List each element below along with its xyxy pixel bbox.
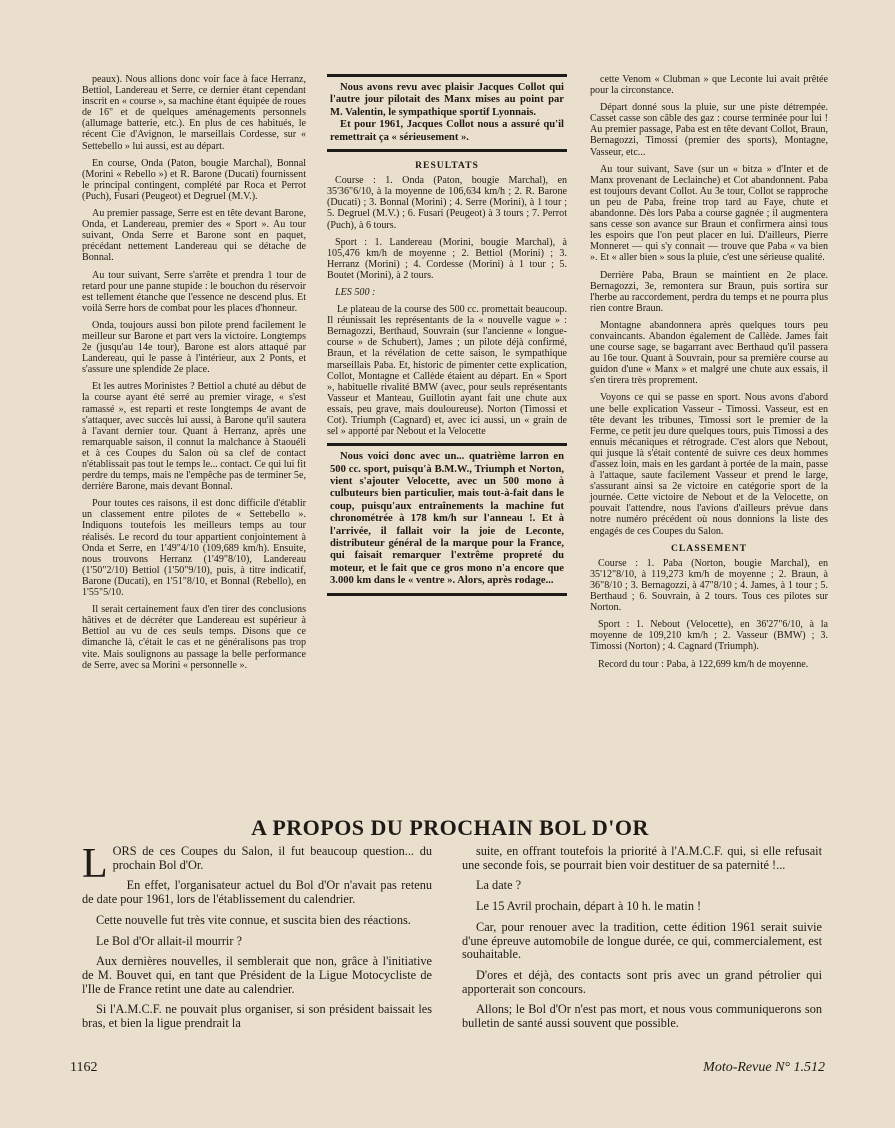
paragraph: Allons; le Bol d'Or n'est pas mort, et nous vous communiquerons son bulletin de santé aussi souvent que possible. <box>462 1002 822 1031</box>
paragraph: Départ donné sous la pluie, sur une piste détrempée. Casset casse son câble des gaz : course terminée pour lui ! Au premier passage, Paba est en tête devant Collot, Braun, Bernagozzi, Timossi (premier des sports), Montagne, Vasseur, etc... <box>590 102 828 158</box>
lead-text: ORS de ces Coupes du Salon, il fut beaucoup question... du prochain Bol d'Or. <box>112 844 432 872</box>
paragraph: D'ores et déjà, des contacts sont pris avec un grand pétrolier qui apporterait son concours. <box>462 967 822 996</box>
paragraph: En course, Onda (Paton, bougie Marchal), Bonnal (Morini « Rebello ») et R. Barone (Ducati) fournissent le principal contingent, complété par Roca et Perrot (Puch), Fusari (Peugeot) et Degruel (M.V.). <box>82 157 306 202</box>
paragraph: Voyons ce qui se passe en sport. Nous avons d'abord une belle explication Vasseur - Timossi. Vasseur, est en tête devant les tribunes, Timossi sort le premier de la Ferme, ce petit jeu dure quelques tours, puis Timossi a des ennuis mécaniques et rétrograde. C'est alors que Nebout, qui jusque là s'était contenté de suivre ces deux hommes d'assez loin, mais en les gardant à portée de la main, passe à l'attaque, saute facilement Vasseur et prend le large, s'assurant ainsi sa 2e victoire en catégorie sport de la journée. Cette victoire de Nebout et de la Velocette, on pouvait l'attendre, nous l'avions d'ailleurs prévue dans notre numéro précédent où nous donnions la liste des engagés de ces Coupes du Salon. <box>590 392 828 537</box>
paragraph: Et les autres Morinistes ? Bettiol a chuté au début de la course ayant été serré au premier virage, « s'est ramassé », est reparti et reste longtemps 4e avant de s'attaquer, avec succès lui aussi, à Barone qu'il sautera à l'avant dernier tour. Quant à Herranz, après une remarquable saison, il connut la malchance à Staouéli et à ces Coupes du Salon où sa clef de contact n'établissait pas tout le temps le... contact. Ce qui lui fit perdre du temps, mais ne l'empêche pas de terminer 5e, derrière Barone, mais devant Bonnal. <box>82 381 306 493</box>
paragraph: Car, pour renouer avec la tradition, cette édition 1961 serait suivie d'une épreuve automobile de longue durée, ce qui, commercialement, est souhaitable. <box>462 919 822 962</box>
paragraph: Aux dernières nouvelles, il semblerait que non, grâce à l'initiative de M. Bouvet qui, en tant que Président de la Ligue Motocycliste de l'Ile de France retint une date au calendrier. <box>82 954 432 996</box>
classement-entry: Sport : 1. Nebout (Velocette), en 36'27"6/10, à la moyenne de 109,210 km/h ; 2. Vasseur (BMW) ; 3. Timossi (Norton) ; 4. Cagnard (Triumph). <box>590 619 828 653</box>
box-text: Et pour 1961, Jacques Collot nous a assuré qu'il remettrait ça « sérieusement ». <box>330 119 564 143</box>
highlight-box-velocette <box>327 443 567 595</box>
paragraph: Onda, toujours aussi bon pilote prend facilement le meilleur sur Barone et part vers la victoire. Longtemps 2e (jusqu'au 14e tour), Barone est alors attaqué par Landereau, qui le passe à l'intérieur, aux 2 Ponts, et s'assure une splendide 2e place. <box>82 319 306 376</box>
lead-paragraph <box>82 841 432 887</box>
paragraph: Au tour suivant, Save (sur un « bitza » d'Inter et de Manx provenant de Leclainche) et Cot abandonnent. Paba est toujours devant Collot. Au 3e tour, Collot se rapproche un peu de Paba, freine trop tard au Faye, chute et abandonne. Dès lors Paba a course gagnée ; il augmentera sans cesse son avance sur Braun et confirmera ainsi tous les espoirs que l'on peut placer en lui. D'ailleurs, Pierre Monneret — qui s'y connait — trouve que Paba « va bien ». Et « aller bien » sous la pluie, c'est une sérieuse qualité. <box>590 163 828 264</box>
paragraph: La date ? <box>476 878 522 893</box>
paragraph: Si l'A.M.C.F. ne pouvait plus organiser, si son président baissait les bras, et bien la ligue prendrait la <box>82 1002 432 1031</box>
paragraph: cette Venom « Clubman » que Leconte lui avait prêtée pour la circonstance. <box>590 74 828 97</box>
results-heading: RESULTATS <box>415 160 479 172</box>
classement-entry: Record du tour : Paba, à 122,699 km/h de moyenne. <box>598 658 809 670</box>
paragraph: Il serait certainement faux d'en tirer des conclusions hâtives et de décréter que Landereau est supérieur à Bettiol au vu de ces seuls temps. Disons que ce dimanche là, c'était le cas et ne généralisons pas trop vite. Mais soulignons au passage la belle performance de Serre, avec sa Morini « personnelle ». <box>82 604 306 671</box>
paragraph: Derrière Paba, Braun se maintient en 2e place. Bernagozzi, 3e, remontera sur Braun, puis sortira sur l'herbe au raccordement, perdra du temps et ne pourra plus rien contre Braun. <box>590 269 828 314</box>
article-column-left <box>82 841 432 1038</box>
column-left <box>82 74 306 677</box>
paragraph: Le Bol d'Or allait-il mourrir ? <box>96 933 242 948</box>
column-middle <box>327 74 567 604</box>
paragraph: Cette nouvelle fut très vite connue, et suscita bien des réactions. <box>96 912 411 927</box>
classement-entry: Course : 1. Paba (Norton, bougie Marchal), en 35'12"8/10, à 119,273 km/h de moyenne ; 2. Braun, à 36"8/10 ; 3. Bernagozzi, à 47"8/10 ; 4. James, à 1 tour ; 5. Berthaud ; 6. Souvrain, à 2 tours. Tous ces pilotes sur Norton. <box>590 557 828 614</box>
paragraph: Montagne abandonnera après quelques tours peu convaincants. Abandon également de Callède. James fait une course sage, se bagarrant avec Berthaud qu'il passera au 16e tour. Quant à Souvrain, pour sa première course au guidon d'une « Manx » et malgré une chute aux essais, il s'en tirera très proprement. <box>590 319 828 387</box>
box-text: Nous voici donc avec un... quatrième larron en 500 cc. sport, puisqu'à B.M.W., Triumph et Norton, vient s'ajouter Velocette, avec un 500 mono à culbuteurs bien particulier, mais tout-à-fait dans le coup, puisqu'aux entraînements la machine fut chronométrée à 178 km/h sur l'anneau !. Et à l'arrivée, il fallait voir la joie de Leconte, distributeur général de la marque pour la France, qui faisait remarquer l'extrême propreté du moteur, et le fait que ce gros mono n'a encore que 3.000 km dans le « ventre ». Alors, après rodage... <box>330 451 564 587</box>
page-number: 1162 <box>70 1060 98 1075</box>
subheading-500: LES 500 : <box>335 286 376 298</box>
paragraph: Le plateau de la course des 500 cc. promettait beaucoup. Il réunissait les représentants de la « nouvelle vague » : Bernagozzi, Berthaud, Souvrain (sur l'ancienne « longue-course » de Schubert), James ; un pilote déjà confirmé, Braun, et la révélation de cette saison, le sympathique marseillais Paba. Et, historic de pimenter cette explication, Collot, Montagne et Callède étaient au départ. En « Sport », habituelle rivalité BMW (avec, pour seuls représentants Vasseur et Manteau, Guillotin ayant fait une chute aux essais, peu grave, mais douloureuse). Norton (Timossi et Cot). Triumph (Cagnard) et, avec ici aussi, un « grain de sel » apporté par Nebout et la Velocette <box>327 304 567 438</box>
paragraph: Pour toutes ces raisons, il est donc difficile d'établir un classement entre pilotes de « Settebello ». Indiquons toutefois les meilleurs temps au tour réalisés. Le record du tour appartient conjointement à Onda et Serre, en 1'49"4/10 (109,689 km/h). Ensuite, nous trouvons Herranz (1'49"8/10), Landereau (1'50"2/10) Bettiol (1'50"9/10), puis, à titre indicatif, Barone (Ducati), en 1'51"8/10, et Bonnal (Rebello), en 1'55"5/10. <box>82 498 306 599</box>
paragraph: peaux). Nous allions donc voir face à face Herranz, Bettiol, Landereau et Serre, ce dernier étant cependant inscrit en « course », sa machine étant équipée de roues de 16" et de quelques aménagements personnels (allumage batterie, etc.). En plus de ces habitués, le récent Cie d'Avignon, le marseillais Cordesse, sur « Settebello » lui aussi, est au départ. <box>82 74 306 152</box>
result-entry: Course : 1. Onda (Paton, bougie Marchal), en 35'36"6/10, à la moyenne de 106,634 km/h ; 2. R. Barone (Ducati) ; 3. Bonnal (Morini) ; 4. Serre (Morini), à 1 tour ; 5. Degruel (M.V.) ; 6. Fusari (Peugeot) à 3 tours ; 7. Perrot (Puch), à 6 tours. <box>327 175 567 231</box>
drop-cap: L <box>82 841 108 887</box>
paragraph: Au premier passage, Serre est en tête devant Barone, Onda, et Landereau, premier des « Sport ». Au tour suivant, Onda Serre et Barone sont en paquet, précédant nettement Landereau qui se détache de Bonnal. <box>82 208 306 264</box>
paragraph: Le 15 Avril prochain, départ à 10 h. le matin ! <box>476 899 702 914</box>
column-right <box>590 74 828 676</box>
article-column-right <box>462 845 822 1038</box>
paragraph: suite, en offrant toutefois la priorité à l'A.M.C.F. qui, si elle refusait une seconde fois, se pourrait bien voir destituer de sa paternité !... <box>462 844 822 872</box>
paragraph: Au tour suivant, Serre s'arrête et prendra 1 tour de retard pour une panne stupide : le bouchon du réservoir est tellement étanche que l'essence ne descend plus. Et voilà Serre hors de combat pour les places d'honneur. <box>82 269 306 314</box>
article-title: A PROPOS DU PROCHAIN BOL D'OR <box>251 815 649 840</box>
highlight-box-collot <box>327 74 567 152</box>
paragraph: En effet, l'organisateur actuel du Bol d'Or n'avait pas retenu de date pour 1961, lors de l'établissement du calendrier. <box>82 878 432 907</box>
classement-heading: CLASSEMENT <box>670 542 748 554</box>
result-entry: Sport : 1. Landereau (Morini, bougie Marchal), à 105,476 km/h de moyenne ; 2. Bettiol (Morini) ; 3. Herranz (Morini) ; 4. Cordesse (Morini) à 1 tour ; 5. Boutet (Morini), à 2 tours. <box>327 236 567 281</box>
box-text: Nous avons revu avec plaisir Jacques Collot qui l'autre jour pilotait des Manx mises au point par M. Valentin, le sympathique sportif Lyonnais. <box>330 82 564 118</box>
publication-footer: Moto-Revue N° 1.512 <box>703 1060 825 1075</box>
